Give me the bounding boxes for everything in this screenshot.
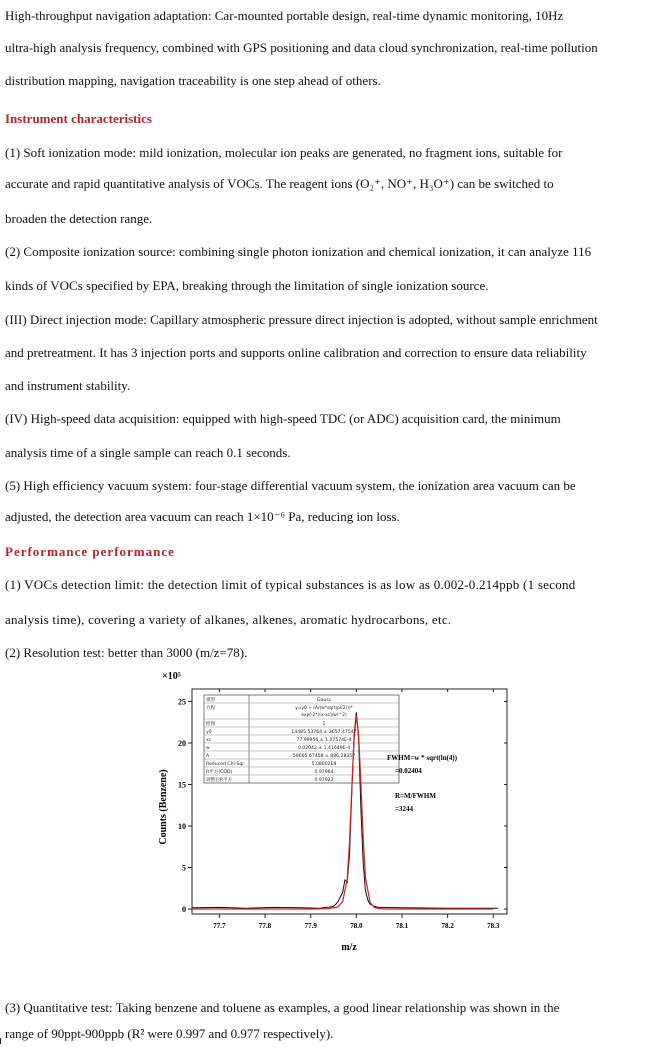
fit-table-value: 0.02042 ± 1.41649E-4	[297, 746, 351, 751]
resolution-formula-annotation: R=M/FWHM	[395, 792, 436, 800]
fit-table-param: R平方(COD)	[206, 770, 233, 775]
fwhm-value-annotation: =0.02404	[395, 767, 422, 775]
direct-injection-line: (III) Direct injection mode: Capillary atmospheric pressure direct injection is adopted, without sample enrichment	[5, 312, 598, 327]
x-tick-label: 77.8	[258, 922, 272, 930]
fit-table-value: exp(-2*((x-xc)/w)^2)	[301, 713, 347, 718]
fit-table-value: y=y0 + (A/(w*sqrt(pi/2)))*	[295, 706, 353, 711]
y-tick-label: 0	[182, 905, 186, 915]
intro-paragraph-line: High-throughput navigation adaptation: Car-mounted portable design, real-time dynamic monitoring, 10Hz	[5, 8, 564, 23]
high-speed-line: (IV) High-speed data acquisition: equipped with high-speed TDC (or ADC) acquisition card, the minimum	[5, 411, 561, 426]
fit-table-value: 0.97922	[314, 778, 334, 783]
resolution-chart	[152, 665, 518, 965]
fit-table-param: Reduced Chi-Sqr	[206, 762, 245, 767]
direct-injection-line: and instrument stability.	[5, 378, 131, 393]
x-tick-label: 77.9	[304, 922, 317, 930]
y-tick-label: 25	[178, 697, 186, 707]
detection-limit-line: analysis time), covering a variety of alkanes, alkenes, aromatic hydrocarbons, etc.	[5, 612, 452, 627]
x-tick-label: 77.7	[213, 922, 226, 930]
resolution-chart-svg	[152, 665, 518, 965]
resolution-value-annotation: =3244	[395, 805, 413, 813]
fit-table-value: 14485.53764 ± 3657.47547	[291, 730, 357, 735]
intro-paragraph-line: ultra-high analysis frequency, combined with GPS positioning and data cloud synchronization, real-time pollution	[5, 40, 598, 55]
fit-table-param: xc	[206, 738, 212, 743]
quantitative-test-line: range of 90ppt-900ppb (R² were 0.997 and 0.977 respectively).	[5, 1026, 334, 1041]
direct-injection-line: and pretreatment. It has 3 injection ports and supports online calibration and correction to ensure data reliability	[5, 345, 587, 360]
composite-source-line: kinds of VOCs specified by EPA, breaking through the limitation of single ionization source.	[5, 278, 489, 293]
soft-ionization-line: broaden the detection range.	[5, 211, 153, 226]
fit-table-value: 1	[322, 722, 326, 727]
intro-paragraph-line: distribution mapping, navigation traceability is one step ahead of others.	[5, 73, 381, 88]
soft-ionization-line: (1) Soft ionization mode: mild ionization, molecular ion peaks are generated, no fragment ions, suitable for	[5, 145, 563, 160]
heading-performance: Performance performance	[5, 544, 175, 559]
fit-table-value: 59605.67408 ± 896.28357	[292, 754, 356, 759]
quantitative-test-line: (3) Quantitative test: Taking benzene and toluene as examples, a good linear relationship was shown in the	[5, 1000, 560, 1015]
soft-ionization-line: accurate and rapid quantitative analysis of VOCs. The reagent ions (O₂⁺, NO⁺, H₃O⁺) can be switched to	[5, 176, 554, 191]
high-speed-line: analysis time of a single sample can reach 0.1 seconds.	[5, 445, 291, 460]
fit-table-value: 0.97964	[314, 770, 334, 775]
vacuum-system-line: (5) High efficiency vacuum system: four-stage differential vacuum system, the ionization area vacuum can be	[5, 478, 576, 493]
resolution-test-line: (2) Resolution test: better than 3000 (m/z=78).	[5, 645, 248, 660]
y-axis-label: Counts (Benzene)	[158, 769, 169, 845]
y-multiplier-label: ×10⁵	[162, 671, 181, 682]
fit-table-value: 77.99956 ± 1.07574E-4	[296, 738, 352, 743]
fwhm-annotation: FWHM=w * sqrt(ln(4))	[387, 754, 458, 762]
fit-table-param: 方程	[206, 706, 216, 711]
fit-table-param: y0	[206, 730, 212, 735]
y-tick-label: 10	[178, 821, 186, 831]
fit-table-param: 模型	[206, 698, 216, 703]
fit-table-value: Gauss	[316, 698, 332, 703]
x-axis-label: m/z	[341, 942, 357, 953]
fit-table-param: 调整后R平方	[206, 778, 233, 783]
y-tick-label: 15	[178, 780, 186, 790]
vacuum-system-line: adjusted, the detection area vacuum can reach 1×10⁻⁶ Pa, reducing ion loss.	[5, 509, 400, 524]
page-edge-marker	[0, 1038, 1, 1044]
x-tick-label: 78.3	[487, 922, 500, 930]
fit-table-value: 5.08002E9	[311, 762, 337, 767]
fit-table-param: w	[206, 746, 210, 751]
x-tick-label: 78.1	[395, 922, 409, 930]
composite-source-line: (2) Composite ionization source: combining single photon ionization and chemical ionization, it can analyze 116	[5, 244, 592, 259]
heading-instrument-characteristics: Instrument characteristics	[5, 111, 152, 126]
y-tick-label: 20	[178, 738, 186, 748]
fit-table-param: A	[206, 754, 210, 759]
detection-limit-line: (1) VOCs detection limit: the detection limit of typical substances is as low as 0.002-0.214ppb (1 second	[5, 577, 576, 592]
x-tick-label: 78.0	[350, 922, 363, 930]
fit-table-param: 绘图	[206, 722, 216, 727]
y-tick-label: 5	[182, 863, 186, 873]
x-tick-label: 78.2	[441, 922, 454, 930]
